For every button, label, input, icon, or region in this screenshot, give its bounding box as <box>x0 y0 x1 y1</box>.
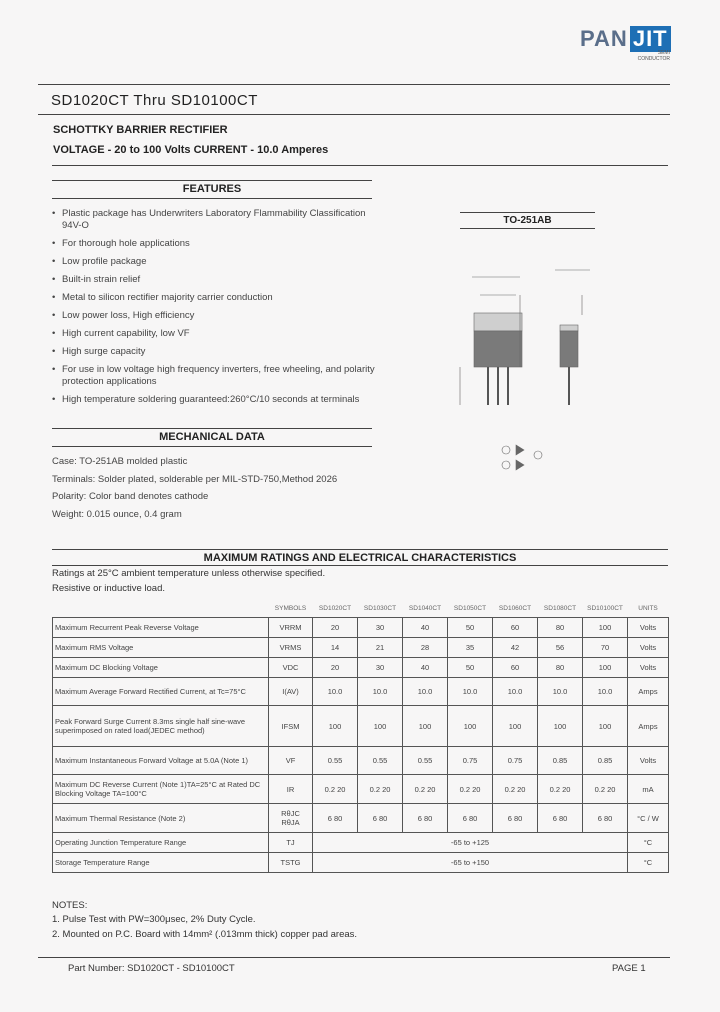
logo-tagline-line1: SEMI <box>657 50 670 56</box>
symbol-cell: TJ <box>269 833 313 853</box>
mechanical-polarity: Polarity: Color band denotes cathode <box>52 491 209 502</box>
value-cell: 30 <box>358 618 403 638</box>
top-divider <box>38 84 670 85</box>
value-cell: 10.0 <box>493 678 538 706</box>
value-cell: 40 <box>403 658 448 678</box>
unit-cell: Volts <box>628 658 669 678</box>
value-cell: 6 80 <box>403 804 448 833</box>
list-item: • Low profile package <box>52 256 382 268</box>
list-item: • High temperature soldering guaranteed:260°C/10 seconds at terminals <box>52 394 382 406</box>
value-cell: 28 <box>403 638 448 658</box>
value-cell: 0.75 <box>448 747 493 775</box>
table-row <box>53 658 669 678</box>
value-cell: 100 <box>313 706 358 747</box>
value-cell: 56 <box>538 638 583 658</box>
symbol-cell: IR <box>269 775 313 804</box>
value-cell: 0.2 20 <box>403 775 448 804</box>
value-cell: 10.0 <box>313 678 358 706</box>
unit-cell: Volts <box>628 618 669 638</box>
table-row <box>53 833 669 853</box>
list-item: • For use in low voltage high frequency inverters, free wheeling, and polarity protection applications <box>52 364 382 388</box>
param-cell: Operating Junction Temperature Range <box>53 833 269 853</box>
value-cell: 0.85 <box>538 747 583 775</box>
list-item: • For thorough hole applications <box>52 238 382 250</box>
value-cell: 0.55 <box>403 747 448 775</box>
value-cell: 100 <box>448 706 493 747</box>
value-cell: 100 <box>358 706 403 747</box>
list-item: • High current capability, low VF <box>52 328 382 340</box>
pin-symbol <box>502 461 510 469</box>
title-divider <box>38 114 670 115</box>
unit-cell: °C / W <box>628 804 669 833</box>
value-cell: 42 <box>493 638 538 658</box>
value-cell: 10.0 <box>538 678 583 706</box>
column-header: SD1040CT <box>408 605 442 612</box>
column-header: SD1030CT <box>363 605 397 612</box>
table-row <box>53 853 669 873</box>
note-item: 2. Mounted on P.C. Board with 14mm² (.013mm thick) copper pad areas. <box>52 929 358 940</box>
symbol-cell: VDC <box>269 658 313 678</box>
value-cell: 100 <box>583 706 628 747</box>
value-cell: 50 <box>448 618 493 638</box>
value-cell: 70 <box>583 638 628 658</box>
mechanical-heading: MECHANICAL DATA <box>159 431 265 443</box>
value-cell: 60 <box>493 658 538 678</box>
header-bottom-divider <box>52 165 668 166</box>
table-row <box>53 747 669 775</box>
logo-tagline <box>630 50 670 62</box>
value-cell: 0.2 20 <box>493 775 538 804</box>
value-cell: 21 <box>358 638 403 658</box>
value-cell: 0.75 <box>493 747 538 775</box>
features-bottom-rule <box>52 198 372 199</box>
value-cell: 20 <box>313 618 358 638</box>
value-cell: 10.0 <box>583 678 628 706</box>
mechanical-bottom-rule <box>52 446 372 447</box>
unit-cell: °C <box>628 833 669 853</box>
param-cell: Maximum Thermal Resistance (Note 2) <box>53 804 269 833</box>
param-cell: Maximum RMS Voltage <box>53 638 269 658</box>
unit-cell: Amps <box>628 678 669 706</box>
value-cell: 0.2 20 <box>538 775 583 804</box>
value-cell: 6 80 <box>448 804 493 833</box>
list-item: • Low power loss, High efficiency <box>52 310 382 322</box>
value-cell: 6 80 <box>358 804 403 833</box>
value-cell: 0.2 20 <box>448 775 493 804</box>
symbol-cell: VF <box>269 747 313 775</box>
param-cell: Maximum Average Forward Rectified Current, at Tc=75°C <box>53 678 269 706</box>
value-cell: 80 <box>538 658 583 678</box>
table-row <box>53 706 669 747</box>
value-cell: 6 80 <box>313 804 358 833</box>
column-header: SD1080CT <box>543 605 577 612</box>
table-row <box>53 638 669 658</box>
param-cell: Maximum Recurrent Peak Reverse Voltage <box>53 618 269 638</box>
value-cell: 100 <box>538 706 583 747</box>
ratings-bottom-rule <box>52 565 668 566</box>
param-cell: Storage Temperature Range <box>53 853 269 873</box>
value-cell: 0.2 20 <box>313 775 358 804</box>
value-cell: 0.85 <box>583 747 628 775</box>
table-row <box>53 775 669 804</box>
table-row <box>53 804 669 833</box>
side-tab-outline <box>560 325 578 331</box>
value-cell: -65 to +150 <box>313 853 628 873</box>
notes-heading: NOTES: <box>52 900 88 911</box>
logo-brand-pan: PAN <box>580 26 628 51</box>
table-header-row <box>53 600 669 618</box>
features-top-rule <box>52 180 372 181</box>
mechanical-weight: Weight: 0.015 ounce, 0.4 gram <box>52 509 182 520</box>
value-cell: 6 80 <box>538 804 583 833</box>
features-heading: FEATURES <box>182 183 242 195</box>
symbol-cell: TSTG <box>269 853 313 873</box>
unit-cell: Volts <box>628 638 669 658</box>
column-header: SD1050CT <box>453 605 487 612</box>
list-item: • Built-in strain relief <box>52 274 382 286</box>
mechanical-top-rule <box>52 428 372 429</box>
list-item: • Plastic package has Underwriters Laboratory Flammability Classification 94V-O <box>52 208 382 232</box>
value-cell: 100 <box>583 618 628 638</box>
footer-part-number: Part Number: SD1020CT - SD10100CT <box>68 963 235 974</box>
value-cell: 10.0 <box>448 678 493 706</box>
column-header: SD1020CT <box>318 605 352 612</box>
symbol-cell: VRMS <box>269 638 313 658</box>
table-row <box>53 678 669 706</box>
list-item: • High surge capacity <box>52 346 382 358</box>
symbol-cell: RθJC RθJA <box>269 804 313 833</box>
symbol-cell: IFSM <box>269 706 313 747</box>
value-cell: 60 <box>493 618 538 638</box>
ratings-top-rule <box>52 549 668 550</box>
param-cell: Maximum Instantaneous Forward Voltage at 5.0A (Note 1) <box>53 747 269 775</box>
ratings-table <box>52 600 669 873</box>
column-header: SD1060CT <box>498 605 532 612</box>
symbol-cell: I(AV) <box>269 678 313 706</box>
param-cell: Maximum DC Reverse Current (Note 1)TA=25°C at Rated DC Blocking Voltage TA=100°C <box>53 775 269 804</box>
features-list <box>52 208 382 412</box>
pin-symbol <box>534 451 542 459</box>
list-item: • Metal to silicon rectifier majority carrier conduction <box>52 292 382 304</box>
unit-cell: mA <box>628 775 669 804</box>
page-title: SD1020CT Thru SD10100CT <box>51 92 258 109</box>
mechanical-case: Case: TO-251AB molded plastic <box>52 456 188 467</box>
logo-tagline-line2: CONDUCTOR <box>637 56 670 62</box>
panjit-logo <box>580 26 671 52</box>
ratings-heading: MAXIMUM RATINGS AND ELECTRICAL CHARACTERISTICS <box>203 552 517 564</box>
value-cell: 0.2 20 <box>358 775 403 804</box>
column-header: SYMBOLS <box>274 605 307 612</box>
table-row <box>53 618 669 638</box>
value-cell: 6 80 <box>583 804 628 833</box>
body-outline <box>474 331 522 367</box>
footer-page-number: PAGE 1 <box>612 963 646 974</box>
product-type: SCHOTTKY BARRIER RECTIFIER <box>53 124 228 136</box>
column-header: SD10100CT <box>587 605 623 612</box>
value-cell: 14 <box>313 638 358 658</box>
value-cell: 40 <box>403 618 448 638</box>
mechanical-terminals: Terminals: Solder plated, solderable per MIL-STD-750,Method 2026 <box>52 474 338 485</box>
value-cell: 50 <box>448 658 493 678</box>
ratings-note-load: Resistive or inductive load. <box>52 583 165 594</box>
value-cell: 10.0 <box>358 678 403 706</box>
footer-divider <box>38 957 670 958</box>
value-cell: 0.55 <box>358 747 403 775</box>
voltage-current-spec: VOLTAGE - 20 to 100 Volts CURRENT - 10.0 Amperes <box>53 144 329 156</box>
value-cell: 6 80 <box>493 804 538 833</box>
pin-symbol <box>502 446 510 454</box>
value-cell: 80 <box>538 618 583 638</box>
value-cell: 10.0 <box>403 678 448 706</box>
unit-cell: °C <box>628 853 669 873</box>
value-cell: 0.55 <box>313 747 358 775</box>
param-cell: Peak Forward Surge Current 8.3ms single half sine-wave superimposed on rated load(JEDEC method) <box>53 706 269 747</box>
unit-cell: Amps <box>628 706 669 747</box>
package-label: TO-251AB <box>460 212 595 229</box>
param-cell: Maximum DC Blocking Voltage <box>53 658 269 678</box>
value-cell: -65 to +125 <box>313 833 628 853</box>
unit-cell: Volts <box>628 747 669 775</box>
ratings-note-ambient: Ratings at 25°C ambient temperature unless otherwise specified. <box>52 568 326 579</box>
value-cell: 20 <box>313 658 358 678</box>
column-header: UNITS <box>638 605 658 612</box>
side-body-outline <box>560 331 578 367</box>
value-cell: 100 <box>493 706 538 747</box>
diode-symbol <box>516 460 524 470</box>
note-item: 1. Pulse Test with PW=300μsec, 2% Duty Cycle. <box>52 914 256 925</box>
value-cell: 30 <box>358 658 403 678</box>
package-outline-diagram <box>450 255 620 475</box>
value-cell: 0.2 20 <box>583 775 628 804</box>
value-cell: 100 <box>583 658 628 678</box>
value-cell: 100 <box>403 706 448 747</box>
symbol-cell: VRRM <box>269 618 313 638</box>
diode-symbol <box>516 445 524 455</box>
value-cell: 35 <box>448 638 493 658</box>
tab-outline <box>474 313 522 331</box>
logo-brand-jit: JIT <box>630 26 671 52</box>
